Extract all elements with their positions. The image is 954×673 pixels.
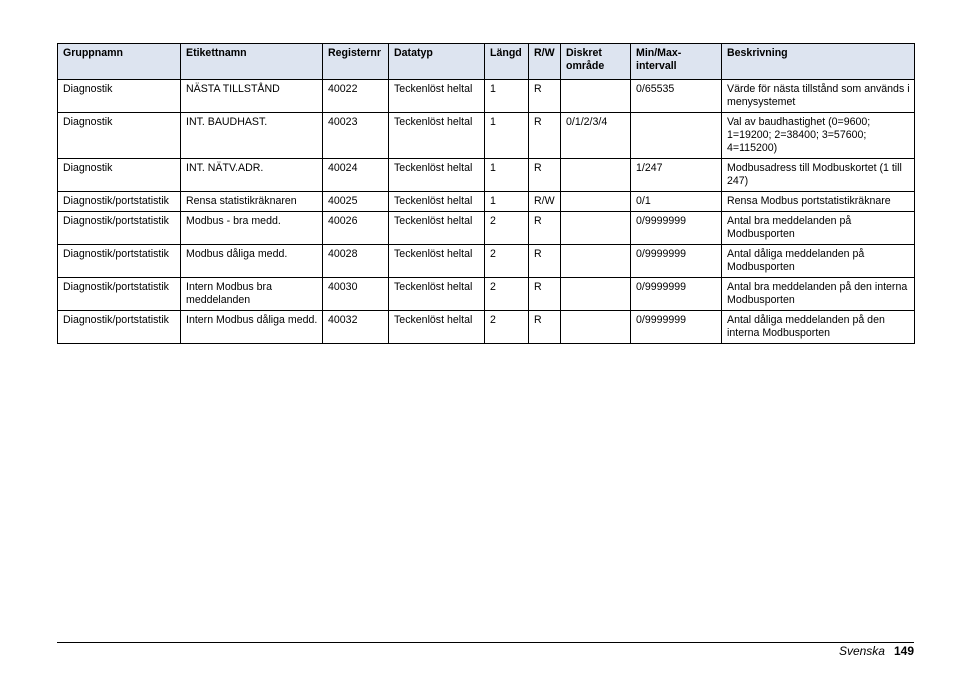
cell-beskrivning: Val av baudhastighet (0=9600; 1=19200; 2=38400; 3=57600; 4=115200) [722, 113, 915, 159]
header-min-max-intervall: Min/Max-intervall [631, 44, 722, 80]
cell-gruppnamn: Diagnostik [58, 113, 181, 159]
cell-registernr: 40030 [323, 278, 389, 311]
cell-diskret-omrade [561, 159, 631, 192]
header-registernr: Registernr [323, 44, 389, 80]
cell-etikettnamn: NÄSTA TILLSTÅND [181, 80, 323, 113]
cell-beskrivning: Modbusadress till Modbuskortet (1 till 247) [722, 159, 915, 192]
cell-registernr: 40022 [323, 80, 389, 113]
header-gruppnamn: Gruppnamn [58, 44, 181, 80]
cell-datatyp: Teckenlöst heltal [389, 245, 485, 278]
cell-datatyp: Teckenlöst heltal [389, 278, 485, 311]
cell-datatyp: Teckenlöst heltal [389, 113, 485, 159]
cell-datatyp: Teckenlöst heltal [389, 159, 485, 192]
header-rw: R/W [529, 44, 561, 80]
table-row [58, 245, 915, 278]
cell-beskrivning: Värde för nästa tillstånd som används i menysystemet [722, 80, 915, 113]
cell-langd: 1 [485, 80, 529, 113]
cell-etikettnamn: INT. BAUDHAST. [181, 113, 323, 159]
cell-beskrivning: Antal dåliga meddelanden på Modbusporten [722, 245, 915, 278]
cell-langd: 2 [485, 278, 529, 311]
header-beskrivning: Beskrivning [722, 44, 915, 80]
cell-min-max-intervall: 0/65535 [631, 80, 722, 113]
cell-rw: R [529, 212, 561, 245]
cell-gruppnamn: Diagnostik/portstatistik [58, 192, 181, 212]
cell-etikettnamn: Intern Modbus dåliga medd. [181, 311, 323, 344]
table-row [58, 113, 915, 159]
cell-registernr: 40026 [323, 212, 389, 245]
cell-registernr: 40024 [323, 159, 389, 192]
modbus-register-table [57, 43, 915, 344]
table-row [58, 159, 915, 192]
cell-rw: R [529, 113, 561, 159]
cell-diskret-omrade [561, 212, 631, 245]
header-langd: Längd [485, 44, 529, 80]
cell-rw: R [529, 80, 561, 113]
page-footer [839, 644, 914, 658]
table-row [58, 278, 915, 311]
cell-rw: R [529, 278, 561, 311]
cell-etikettnamn: Intern Modbus bra meddelanden [181, 278, 323, 311]
cell-min-max-intervall: 0/9999999 [631, 245, 722, 278]
table-row [58, 192, 915, 212]
cell-datatyp: Teckenlöst heltal [389, 212, 485, 245]
cell-langd: 2 [485, 245, 529, 278]
cell-gruppnamn: Diagnostik [58, 80, 181, 113]
cell-rw: R [529, 159, 561, 192]
cell-gruppnamn: Diagnostik [58, 159, 181, 192]
footer-divider [57, 642, 914, 643]
cell-registernr: 40028 [323, 245, 389, 278]
cell-diskret-omrade [561, 278, 631, 311]
cell-etikettnamn: INT. NÄTV.ADR. [181, 159, 323, 192]
cell-diskret-omrade: 0/1/2/3/4 [561, 113, 631, 159]
cell-diskret-omrade [561, 311, 631, 344]
cell-etikettnamn: Modbus dåliga medd. [181, 245, 323, 278]
cell-beskrivning: Antal bra meddelanden på Modbusporten [722, 212, 915, 245]
cell-datatyp: Teckenlöst heltal [389, 311, 485, 344]
cell-min-max-intervall: 0/9999999 [631, 278, 722, 311]
header-diskret-omrade: Diskret område [561, 44, 631, 80]
cell-gruppnamn: Diagnostik/portstatistik [58, 245, 181, 278]
cell-rw: R [529, 245, 561, 278]
cell-registernr: 40032 [323, 311, 389, 344]
cell-diskret-omrade [561, 80, 631, 113]
cell-min-max-intervall: 1/247 [631, 159, 722, 192]
cell-gruppnamn: Diagnostik/portstatistik [58, 212, 181, 245]
cell-diskret-omrade [561, 192, 631, 212]
cell-beskrivning: Rensa Modbus portstatistikräknare [722, 192, 915, 212]
cell-diskret-omrade [561, 245, 631, 278]
footer-language: Svenska [838, 644, 885, 658]
table-header-row [58, 44, 915, 80]
cell-registernr: 40025 [323, 192, 389, 212]
cell-langd: 1 [485, 192, 529, 212]
cell-beskrivning: Antal bra meddelanden på den interna Modbusporten [722, 278, 915, 311]
table-row [58, 80, 915, 113]
cell-datatyp: Teckenlöst heltal [389, 80, 485, 113]
table-row [58, 311, 915, 344]
table-row [58, 212, 915, 245]
cell-langd: 1 [485, 113, 529, 159]
cell-beskrivning: Antal dåliga meddelanden på den interna Modbusporten [722, 311, 915, 344]
cell-min-max-intervall: 0/1 [631, 192, 722, 212]
cell-min-max-intervall: 0/9999999 [631, 311, 722, 344]
cell-gruppnamn: Diagnostik/portstatistik [58, 311, 181, 344]
cell-registernr: 40023 [323, 113, 389, 159]
cell-etikettnamn: Modbus - bra medd. [181, 212, 323, 245]
cell-min-max-intervall [631, 113, 722, 159]
header-datatyp: Datatyp [389, 44, 485, 80]
cell-langd: 1 [485, 159, 529, 192]
cell-min-max-intervall: 0/9999999 [631, 212, 722, 245]
cell-langd: 2 [485, 212, 529, 245]
cell-etikettnamn: Rensa statistikräknaren [181, 192, 323, 212]
cell-langd: 2 [485, 311, 529, 344]
cell-rw: R/W [529, 192, 561, 212]
page-number: 149 [893, 644, 914, 658]
cell-datatyp: Teckenlöst heltal [389, 192, 485, 212]
header-etikettnamn: Etikettnamn [181, 44, 323, 80]
cell-gruppnamn: Diagnostik/portstatistik [58, 278, 181, 311]
cell-rw: R [529, 311, 561, 344]
